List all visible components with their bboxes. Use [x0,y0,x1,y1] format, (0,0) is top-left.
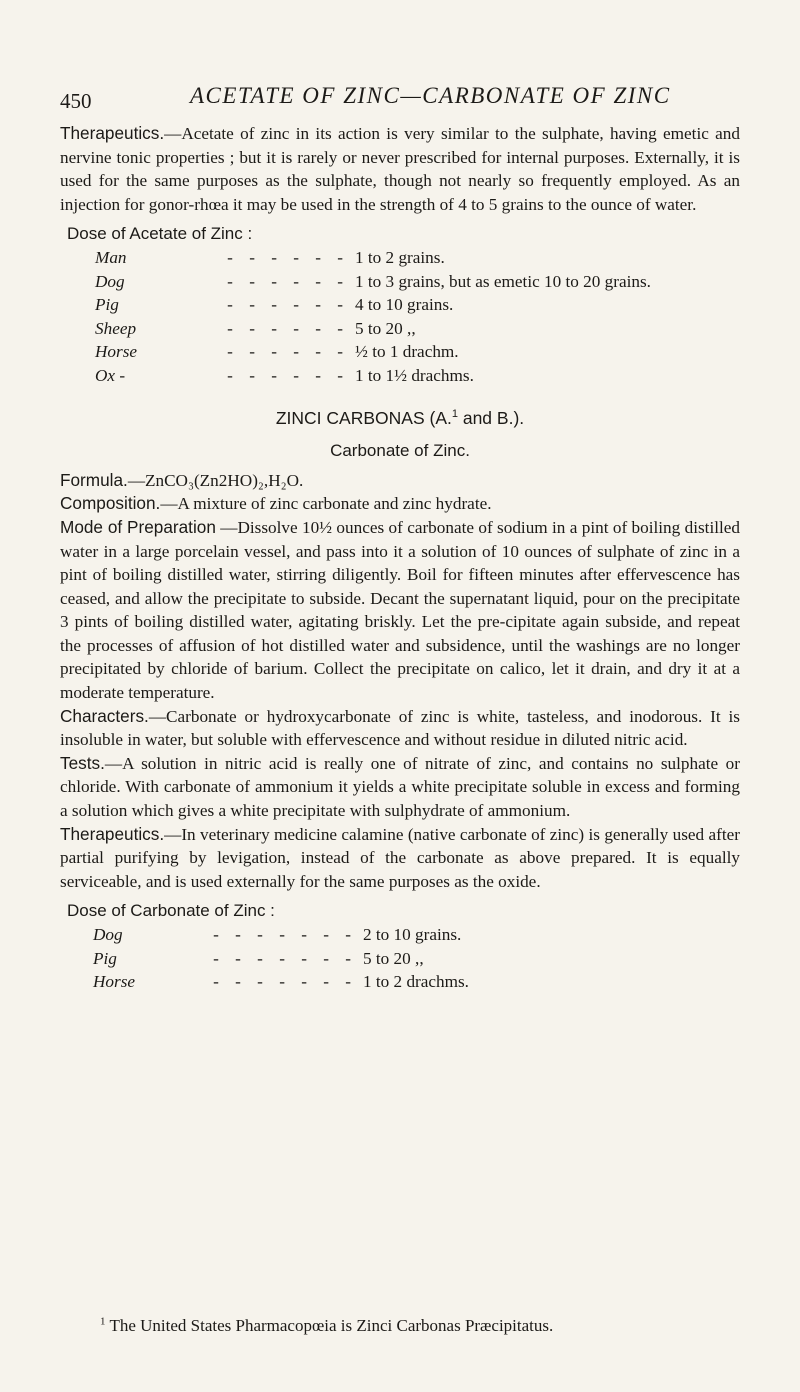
footnote-marker: 1 [451,407,458,420]
section-label: Characters. [60,705,149,726]
dose-row [95,317,740,341]
paragraph-text: —ZnCO₃(Zn2HO)₂,H₂O. [127,470,304,490]
composition-paragraph [60,492,740,516]
dose-amount: ½ to 1 drachm. [355,342,459,362]
section-label: Tests. [60,752,105,773]
preparation-paragraph [60,516,740,705]
dose-amount: 1 to 2 grains. [355,247,445,267]
characters-paragraph [60,705,740,752]
carbonate-dose-heading: Dose of Carbonate of Zinc : [67,901,275,921]
dose-leader-dashes: - - - - - - - [213,925,357,944]
dose-amount: 2 to 10 grains. [363,925,462,944]
footnote [100,1316,553,1336]
acetate-therapeutics-paragraph [60,122,740,216]
section-label: Therapeutics. [60,123,165,143]
dose-leader-dashes: - - - - - - - [213,972,357,992]
dose-leader-dashes: - - - - - - [227,271,349,291]
dose-amount: 1 to 2 drachms. [363,972,469,992]
dose-animal: Horse [93,972,136,992]
dose-leader-dashes: - - - - - - [227,318,349,338]
dose-row [95,364,740,388]
section-label: Mode of Preparation [60,516,216,537]
dose-animal: Dog [95,271,125,291]
acetate-dose-table [95,246,740,388]
dose-amount: 5 to 20 ,, [355,318,416,338]
carbonate-therapeutics-paragraph [60,823,740,894]
acetate-dose-heading: Dose of Acetate of Zinc : [67,224,253,244]
dose-leader-dashes: - - - - - - [227,365,349,385]
section-title-suffix: and B.). [457,407,525,428]
paragraph-text: —A mixture of zinc carbonate and zinc hydrate. [160,494,492,514]
dose-amount: 5 to 20 ,, [363,948,424,968]
dose-leader-dashes: - - - - - - [227,247,349,267]
dose-animal: Dog [93,925,123,944]
tests-paragraph [60,752,740,823]
dose-row [93,923,693,947]
dose-animal: Man [95,247,127,267]
dose-amount: 1 to 1½ drachms. [355,365,474,385]
dose-leader-dashes: - - - - - - - [213,948,357,968]
dose-row [95,246,740,270]
paragraph-text: —Dissolve 10½ ounces of carbonate of sodium in a pint of boiling distilled water in a large porcelain vessel, and pass into it a solution of 10 ounces of sulphate of zinc in a pint of boiling distilled water, stirring diligently. Boil for fifteen minutes after effervescence has ceased, and allow the precipitate to subside. Decant the supernatant liquid, pour on the precipitate 3 pints of boiling distilled water, agitating briskly. Let the pre-cipitate again subside, and repeat the processes of affusion of hot distilled water and subsidence, until the washings are no longer precipitated by chloride of barium. Collect the precipitate on calico, let it drain, and dry it at a moderate temperature. [60,517,740,703]
page-header [60,83,740,123]
page-number: 450 [60,89,92,113]
dose-row [93,970,693,994]
dose-row [95,270,740,294]
footnote-marker: 1 [100,1315,106,1328]
dose-animal: Ox - [95,365,126,385]
paragraph-text: —In veterinary medicine calamine (native carbonate of zinc) is generally used after partial purifying by levigation, instead of the carbonate as above prepared. It is equally serviceable, and is used externally for the same purposes as the oxide. [60,824,740,891]
carbonate-dose-table [93,923,693,994]
page-body [60,122,740,994]
section-label: Formula. [60,469,128,490]
running-head: ACETATE OF ZINC—CARBONATE OF ZINC [190,83,671,108]
dose-row [95,293,740,317]
dose-amount: 1 to 3 grains, but as emetic 10 to 20 grains. [355,271,651,291]
dose-amount: 4 to 10 grains. [355,295,454,315]
dose-row [95,340,740,364]
dose-animal: Sheep [95,318,137,338]
paragraph-text: —Acetate of zinc in its action is very similar to the sulphate, having emetic and nervine tonic properties ; but it is rarely or never prescribed for internal purposes. Externally, it is used for the same purposes as the sulphate, though not nearly so frequently employed. As an injection for gonor-rhœa it may be used in the strength of 4 to 5 grains to the ounce of water. [60,124,740,214]
dose-row [93,947,693,971]
footnote-text: The United States Pharmacopœia is Zinci Carbonas Præcipitatus. [105,1316,554,1335]
section-subtitle: Carbonate of Zinc. [330,441,470,461]
dose-animal: Pig [95,295,119,315]
dose-leader-dashes: - - - - - - [227,342,349,362]
dose-leader-dashes: - - - - - - [227,295,349,315]
dose-animal: Horse [95,342,138,362]
section-label: Composition. [60,493,161,514]
paragraph-text: —Carbonate or hydroxycarbonate of zinc is white, tasteless, and inodorous. It is insoluble in water, but soluble with effervescence and without residue in diluted nitric acid. [60,706,740,750]
formula-paragraph [60,469,740,493]
section-label: Therapeutics. [60,823,165,844]
section-title [60,407,740,431]
dose-animal: Pig [93,948,117,968]
section-title-text: ZINCI CARBONAS (A. [275,407,452,428]
paragraph-text: —A solution in nitric acid is really one of nitrate of zinc, and contains no sulphate or chloride. With carbonate of ammonium it yields a white precipitate soluble in excess and forming a solution which gives a white precipitate with sulphydrate of ammonium. [60,753,740,821]
